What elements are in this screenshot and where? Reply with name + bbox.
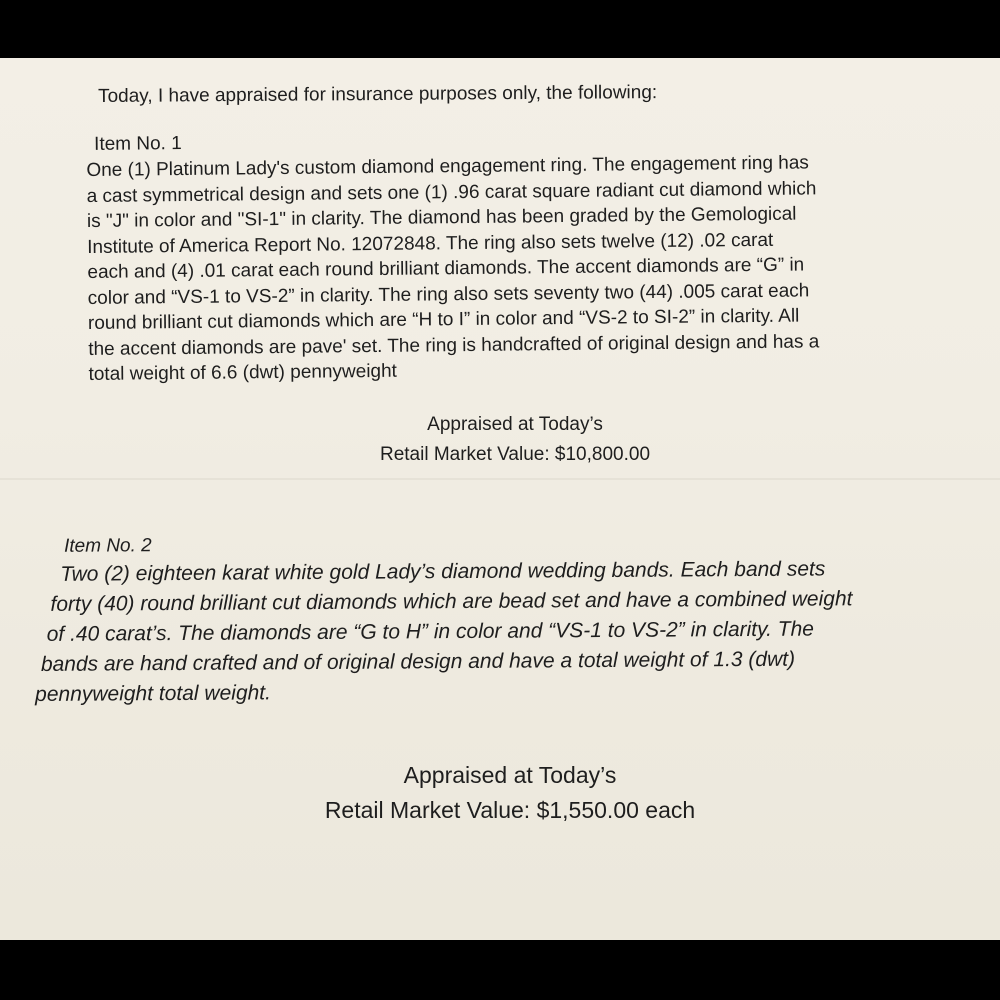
item-2-line: Two (2) eighteen karat white gold Lady’s diamond wedding bands. Each band sets [60,557,826,586]
item-1-appraisal-value: Retail Market Value: $10,800.00 [379,444,651,465]
paper-fold [0,478,1000,480]
item-1-description [86,149,928,387]
item-1-line: each and (4) .01 carat each round brilliant diamonds. The accent diamonds are “G” in [87,254,805,283]
item-2-appraisal-value: Retail Market Value: $1,550.00 each [324,797,696,823]
item-1-line: Institute of America Report No. 12072848. The ring also sets twelve (12) .02 carat [87,229,774,258]
item-1-section [86,125,949,387]
appraisal-document [0,58,1000,940]
item-2-heading: Item No. 2 [63,535,152,557]
item-2-line: bands are hand crafted and of original design and have a total weight of 1.3 (dwt) [40,647,796,676]
item-1-line: color and “VS-1 to VS-2” in clarity. The ring also sets seventy two (44) .005 carat each [87,279,810,309]
item-1-line: total weight of 6.6 (dwt) pennyweight [88,360,398,385]
item-2-description [34,554,960,710]
intro-statement: Today, I have appraised for insurance purposes only, the following: [98,82,658,107]
item-1-line: is "J" in color and "SI-1" in clarity. The diamond has been graded by the Gemological [86,203,797,232]
item-1-line: One (1) Platinum Lady's custom diamond engagement ring. The engagement ring has [86,152,809,181]
item-2-section [34,530,965,710]
item-2-line: pennyweight total weight. [35,681,272,706]
item-1-line: round brilliant cut diamonds which are “H to I” in color and “VS-2 to SI-2” in clarity. All [87,305,800,334]
item-1-line: a cast symmetrical design and sets one (1) .96 carat square radiant cut diamond which [86,177,817,207]
item-1-heading: Item No. 1 [93,132,182,155]
item-1-appraisal-label: Appraised at Today’s [427,414,603,435]
item-1-appraisal [355,410,675,470]
item-2-appraisal [300,758,720,828]
item-2-appraisal-label: Appraised at Today’s [403,762,617,788]
item-2-line: of .40 carat’s. The diamonds are “G to H” in color and “VS-1 to VS-2” in clarity. The [46,617,814,646]
item-1-line: the accent diamonds are pave' set. The ring is handcrafted of original design and has a [88,330,820,360]
item-2-line: forty (40) round brilliant cut diamonds which are bead set and have a combined weight [50,587,853,616]
